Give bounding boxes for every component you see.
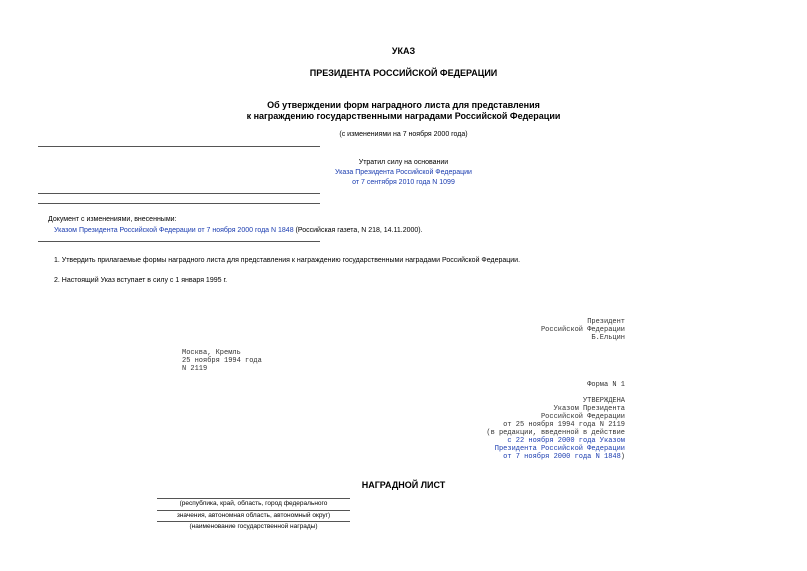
changes-source: (Российская газета, N 218, 14.11.2000). — [293, 227, 423, 234]
divider — [38, 193, 320, 194]
approval-line3: Российской Федерации — [540, 413, 625, 421]
item-1: 1. Утвердить прилагаемые формы наградного листа для представления к награждению государственными наградами Российской Федерации. — [54, 257, 521, 264]
place-line1: Москва, Кремль — [182, 349, 241, 357]
field2-caption: значения, автономная область, автономный округ) — [176, 512, 331, 519]
form-label: Форма N 1 — [587, 381, 625, 389]
decree-subject-line1: Об утверждении форм наградного листа для представления — [267, 100, 540, 110]
changes-link[interactable]: Указом Президента Российской Федерации от 7 ноября 2000 года N 1848 — [54, 227, 294, 234]
decree-title: УКАЗ — [391, 46, 416, 56]
field-line — [157, 521, 350, 522]
changes-line — [54, 226, 423, 235]
divider — [38, 146, 320, 147]
approval-link-line3-wrap — [503, 453, 625, 461]
status-link-line1[interactable]: Указа Президента Российской Федерации — [335, 169, 472, 176]
approval-link-line2[interactable]: Президента Российской Федерации — [494, 445, 625, 453]
decree-subject-line2: к награждению государственными наградами Российской Федерации — [246, 111, 561, 121]
signature-line3: Б.Ельцин — [591, 334, 625, 342]
field-line — [157, 510, 350, 511]
decree-issuer: ПРЕЗИДЕНТА РОССИЙСКОЙ ФЕДЕРАЦИИ — [309, 68, 498, 78]
divider — [38, 203, 320, 204]
place-number: N 2119 — [182, 365, 208, 373]
divider — [38, 241, 320, 242]
signature-line1: Президент — [587, 318, 625, 326]
signature-line2: Российской Федерации — [540, 326, 625, 334]
status-text: Утратил силу на основании — [358, 159, 449, 166]
status-link-line2[interactable]: от 7 сентября 2010 года N 1099 — [352, 179, 455, 186]
approval-line4: от 25 ноября 1994 года N 2119 — [503, 421, 625, 429]
approval-line5: (в редакции, введенной в действие — [486, 429, 625, 437]
changes-intro: Документ с изменениями, внесенными: — [48, 216, 177, 223]
amendment-note: (с изменениями на 7 ноября 2000 года) — [339, 131, 468, 138]
field-line — [157, 498, 350, 499]
form-title: НАГРАДНОЙ ЛИСТ — [361, 480, 446, 490]
approval-closing: ) — [620, 453, 625, 461]
approval-link-line1[interactable]: с 22 ноября 2000 года Указом — [507, 437, 625, 445]
place-date: 25 ноября 1994 года — [182, 357, 262, 365]
field1-caption: (республика, край, область, город федерального — [179, 500, 328, 507]
approval-line2: Указом Президента — [553, 405, 625, 413]
item-2: 2. Настоящий Указ вступает в силу с 1 января 1995 г. — [54, 277, 228, 284]
field3-caption: (наименование государственной награды) — [189, 523, 318, 530]
approval-line1: УТВЕРЖДЕНА — [582, 397, 625, 405]
approval-link-line3[interactable]: от 7 ноября 2000 года N 1848 — [503, 453, 621, 461]
